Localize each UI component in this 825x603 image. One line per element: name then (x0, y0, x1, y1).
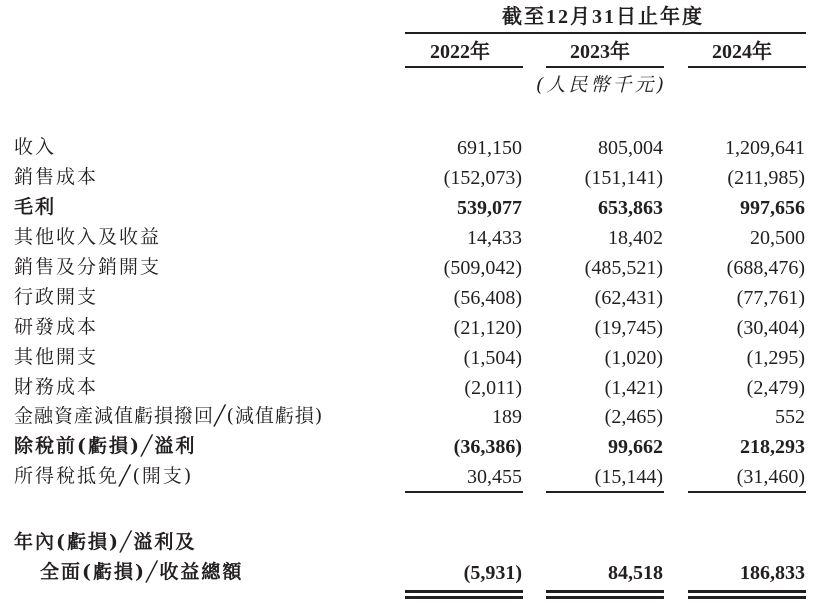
row-value: (56,408) (453, 287, 522, 309)
row-label: 其他開支 (14, 346, 99, 368)
row-value: (21,120) (453, 317, 522, 339)
row-value: (1,504) (463, 347, 522, 369)
total-value-2024: 186,833 (740, 562, 805, 584)
year-header-2024: 2024年 (712, 41, 772, 63)
row-value: 99,662 (608, 436, 663, 458)
row-label: 銷售成本 (14, 166, 99, 188)
row-value: (485,521) (584, 257, 663, 279)
row-label: 除稅前(虧損)╱溢利 (14, 435, 197, 457)
row-label: 毛利 (14, 196, 57, 218)
row-label: 行政開支 (14, 286, 99, 308)
row-value: 552 (775, 406, 805, 428)
row-value: 30,455 (467, 466, 522, 488)
period-title: 截至12月31日止年度 (502, 6, 704, 28)
row-value: (2,465) (604, 406, 663, 428)
row-label: 所得稅抵免╱(開支) (14, 465, 194, 487)
header-rule (405, 32, 806, 34)
year-rule-2024 (688, 66, 806, 68)
row-label: 銷售及分銷開支 (14, 256, 162, 278)
row-label: 其他收入及收益 (14, 226, 162, 248)
row-value: (30,404) (736, 317, 805, 339)
total-label-line1: 年內(虧損)╱溢利及 (14, 531, 197, 553)
total-value-2022: (5,931) (463, 562, 522, 584)
row-value: 20,500 (750, 227, 805, 249)
row-value: (152,073) (443, 167, 522, 189)
total-label-line2: 全面(虧損)╱收益總額 (40, 561, 244, 583)
row-value: (211,985) (727, 167, 805, 189)
row-value: 805,004 (598, 137, 663, 159)
double-rule-2022-a (405, 590, 523, 593)
row-value: (688,476) (726, 257, 805, 279)
row-value: (2,011) (464, 377, 522, 399)
row-value: 14,433 (467, 227, 522, 249)
row-label: 研發成本 (14, 316, 99, 338)
row-value: (1,421) (604, 377, 663, 399)
row-value: (1,295) (746, 347, 805, 369)
double-rule-2023-a (546, 590, 664, 593)
row-value: 18,402 (608, 227, 663, 249)
double-rule-2024-b (688, 596, 806, 599)
unit-note: (人民幣千元) (536, 74, 667, 96)
year-header-2023: 2023年 (570, 41, 630, 63)
row-value: (1,020) (604, 347, 663, 369)
subtotal-rule-2024 (688, 491, 806, 493)
row-value: 997,656 (740, 197, 805, 219)
double-rule-2022-b (405, 596, 523, 599)
row-value: (509,042) (443, 257, 522, 279)
double-rule-2023-b (546, 596, 664, 599)
row-value: 539,077 (457, 197, 522, 219)
row-value: (2,479) (746, 377, 805, 399)
row-value: (36,386) (453, 436, 522, 458)
year-rule-2023 (546, 66, 664, 68)
double-rule-2024-a (688, 590, 806, 593)
row-value: (77,761) (736, 287, 805, 309)
row-value: (19,745) (594, 317, 663, 339)
row-value: 691,150 (457, 137, 522, 159)
row-value: (151,141) (584, 167, 663, 189)
row-value: (62,431) (594, 287, 663, 309)
subtotal-rule-2023 (546, 491, 664, 493)
row-value: 1,209,641 (725, 137, 805, 159)
row-value: 218,293 (740, 436, 805, 458)
year-header-2022: 2022年 (430, 41, 490, 63)
total-value-2023: 84,518 (608, 562, 663, 584)
row-value: (31,460) (736, 466, 805, 488)
row-value: (15,144) (594, 466, 663, 488)
row-value: 189 (492, 406, 522, 428)
row-value: 653,863 (598, 197, 663, 219)
year-rule-2022 (405, 66, 523, 68)
subtotal-rule-2022 (405, 491, 523, 493)
row-label: 收入 (14, 136, 57, 158)
row-label: 金融資產減值虧損撥回╱(減值虧損) (14, 405, 324, 427)
row-label: 財務成本 (14, 376, 99, 398)
